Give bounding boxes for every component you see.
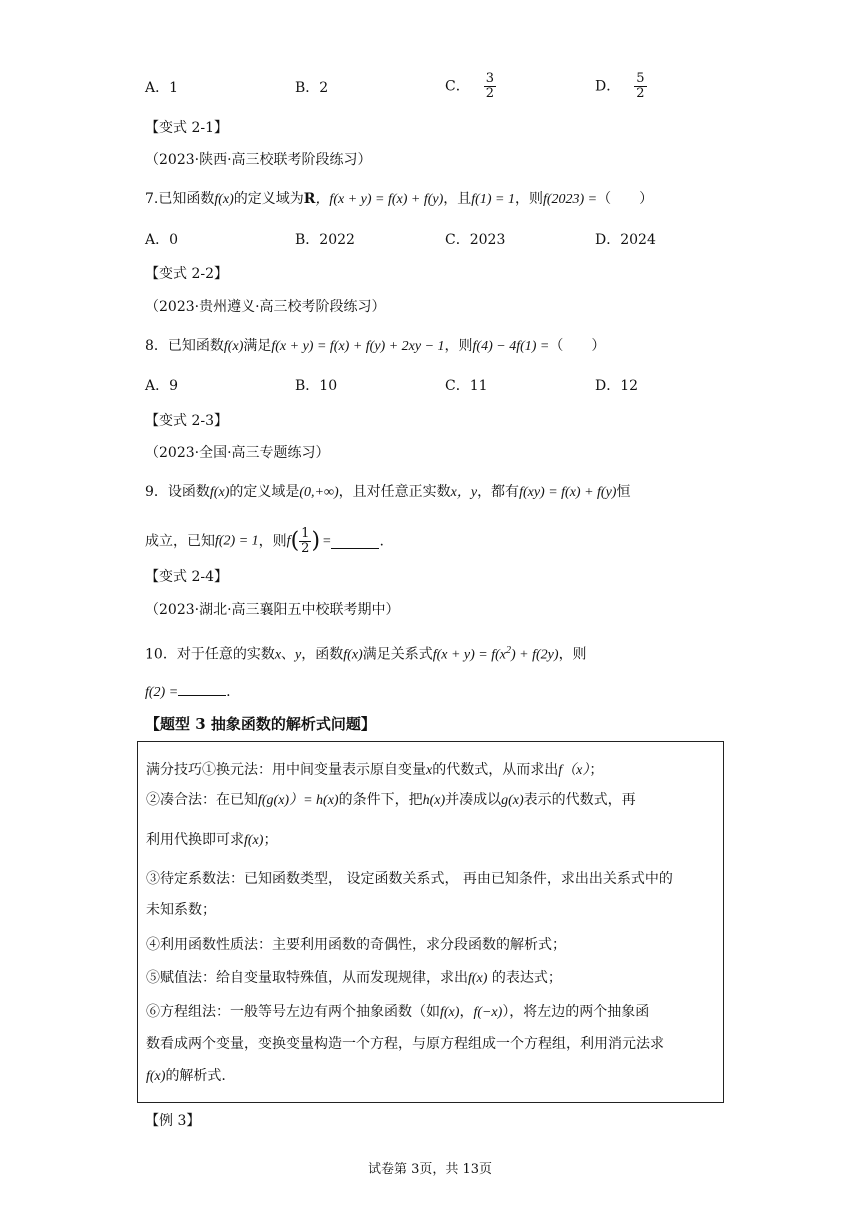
question-text: ，且 [443, 191, 472, 207]
variant-2-4-label: 【变式 2-4】 [145, 569, 228, 585]
math-expr: f(1) = 1 [471, 192, 515, 207]
question-text: . [379, 533, 384, 550]
math-expr: f(x) [209, 485, 230, 500]
math-expr: f(x) [440, 1005, 460, 1020]
question-text: 恒 [616, 484, 631, 500]
question-text: ，且对任意正实数 [338, 484, 451, 500]
q8-option-c [445, 376, 488, 396]
option-value: 2022 [319, 232, 355, 248]
option-letter: D． [595, 378, 621, 394]
option-value: 10 [319, 378, 338, 394]
tip-line-1 [146, 760, 603, 781]
option-value: 2023 [469, 232, 506, 248]
question-text: 满足关系式 [362, 646, 433, 663]
tip-text: 利用代换即可求 [146, 832, 244, 848]
math-expr: ) + f(2y) [511, 647, 559, 663]
question-text: ，则 [444, 338, 473, 354]
math-expr: f（x） [558, 763, 590, 778]
variant-2-4-source: （2023·湖北·高三襄阳五中校联考期中） [145, 602, 400, 618]
section-title: 【题型 3 抽象函数的解析式问题】 [145, 715, 376, 733]
question-text: 、 [281, 646, 296, 663]
q8-option-d [595, 376, 638, 396]
math-expr: f(2) = [145, 685, 179, 700]
math-expr: f(2) = 1 [215, 533, 259, 549]
math-expr: = [322, 533, 332, 549]
question-text: ，则 [258, 533, 287, 550]
math-expr: f(xy) = f(x) + f(y) [519, 485, 617, 500]
question-text: 对于任意的实数 [176, 646, 275, 663]
tip-text: 的条件下，把 [338, 792, 423, 808]
option-letter: A． [145, 378, 170, 394]
math-expr: f(x) [468, 971, 488, 986]
fraction-numerator: 3 [485, 71, 494, 86]
math-expr: g(x) [501, 793, 524, 808]
option-value: 12 [620, 378, 639, 394]
q7-option-d [595, 230, 656, 250]
fraction-numerator: 1 [301, 526, 310, 541]
question-text: 设函数 [167, 484, 210, 500]
math-superscript: 2 [506, 645, 512, 656]
tip-text: ； [589, 762, 604, 778]
option-letter: D． [595, 78, 621, 95]
math-expr: f(g(x)）= h(x) [258, 793, 339, 808]
fraction-denominator: 2 [301, 541, 310, 556]
tip-text: ； [263, 832, 278, 848]
question-text: 满足 [243, 338, 272, 354]
option-letter: A． [145, 80, 170, 96]
fraction-denominator: 2 [485, 86, 494, 101]
variant-2-3-source: （2023·全国·高三专题练习） [145, 445, 330, 461]
q7-option-c [445, 230, 505, 250]
math-expr: f [286, 533, 291, 549]
math-expr: f(x) [343, 647, 363, 663]
tip-line-6: ④利用函数性质法：主要利用函数的奇偶性，求分段函数的解析式； [146, 937, 566, 953]
tip-text: ， [459, 1004, 474, 1020]
math-expr: (0,+∞) [299, 485, 339, 500]
option-letter: C． [445, 78, 470, 95]
q7-option-a [145, 230, 178, 250]
variant-2-2-label: 【变式 2-2】 [145, 266, 228, 282]
math-expr: x，y [450, 485, 478, 500]
answer-paren: （ ） [549, 338, 606, 354]
question-text: 已知函数 [167, 338, 224, 354]
math-expr: ，f(x + y) = f(x) + f(y) [315, 192, 444, 207]
option-letter: C． [445, 378, 470, 394]
left-paren: ( [290, 528, 300, 554]
variant-2-1-source: （2023·陕西·高三校联考阶段练习） [145, 152, 372, 168]
option-letter: B． [295, 232, 320, 248]
tip-line-9: 数看成两个变量，变换变量构造一个方程，与原方程组成一个方程组，利用消元法求 [146, 1036, 664, 1052]
answer-blank[interactable] [331, 534, 379, 549]
question-number: 8． [145, 338, 168, 354]
tip-text: 的表达式； [487, 970, 562, 986]
option-value: 9 [169, 378, 179, 394]
question-9 [145, 482, 630, 503]
question-8 [145, 336, 605, 357]
option-value: 11 [469, 378, 488, 394]
tip-text: ），将左边的两个抽象函 [502, 1004, 650, 1020]
q7-option-b [295, 230, 355, 250]
q6-option-c [445, 72, 496, 101]
tip-text: 并凑成以 [445, 792, 502, 808]
fraction-denominator: 2 [636, 86, 645, 101]
option-value: 2 [319, 80, 329, 96]
option-value: 0 [169, 232, 179, 248]
option-letter: B． [295, 378, 320, 394]
tips-box [137, 741, 724, 1103]
page-footer: 试卷第 3页，共 13页 [367, 1162, 493, 1177]
tip-line-4: ③待定系数法：已知函数类型， 设定函数关系式， 再由已知条件，求出出关系式中的 [146, 871, 673, 887]
option-letter: C． [445, 232, 470, 248]
question-text: 成立，已知 [145, 533, 215, 550]
math-expr: f(x) [244, 833, 264, 848]
math-expr: x [426, 763, 433, 778]
fraction [299, 527, 311, 556]
tip-line-7 [146, 968, 562, 989]
tip-text: 的代数式，从而求出 [432, 762, 559, 778]
question-number: 9． [145, 484, 168, 500]
tip-line-3 [146, 830, 277, 851]
tip-line-5: 未知系数； [146, 902, 216, 918]
math-expr: f(x) [146, 1069, 166, 1084]
question-text: 的定义域为 [233, 191, 304, 207]
option-letter: D． [595, 232, 621, 248]
fraction [484, 72, 496, 101]
option-value: 1 [169, 80, 179, 96]
math-expr: f(x + y) = f(x) + f(y) + 2xy − 1 [271, 339, 445, 354]
tip-text: ⑥方程组法：一般等号左边有两个抽象函数（如 [146, 1004, 440, 1020]
math-expr: x [274, 647, 282, 663]
math-expr: f(−x) [473, 1005, 503, 1020]
question-text: 的定义域是 [229, 484, 300, 500]
math-expr: f(4) − 4f(1) = [472, 339, 550, 354]
tip-line-8 [146, 1002, 649, 1023]
fraction-numerator: 5 [636, 71, 645, 86]
fraction [634, 72, 646, 101]
variant-2-1-label: 【变式 2-1】 [145, 120, 228, 136]
tip-line-2 [146, 790, 636, 811]
tip-text: 满分技巧①换元法：用中间变量表示原自变量 [146, 762, 426, 778]
question-number: 10． [145, 646, 177, 663]
option-letter: A． [145, 232, 170, 248]
math-expr: f(x) [223, 339, 244, 354]
tip-text: 的解析式. [165, 1068, 226, 1084]
question-text: . [226, 684, 231, 700]
math-expr: y [295, 647, 302, 663]
tip-text: 表示的代数式，再 [523, 792, 636, 808]
variant-2-2-source: （2023·贵州遵义·高三校考阶段练习） [145, 299, 386, 315]
math-expr: h(x) [422, 793, 446, 808]
question-text: ，则 [514, 191, 543, 207]
question-text: ，都有 [477, 484, 520, 500]
answer-paren: （ ） [597, 191, 654, 207]
right-paren: ) [311, 528, 321, 554]
q8-option-a [145, 376, 178, 396]
tip-line-10 [146, 1066, 226, 1087]
option-value: 2024 [620, 232, 656, 248]
answer-blank[interactable] [178, 681, 226, 696]
question-9-cont [145, 527, 384, 556]
q6-option-b [295, 78, 328, 98]
tip-text: ②凑合法：在已知 [146, 792, 258, 808]
math-expr: f(x) [214, 192, 234, 207]
question-number: 7. [145, 191, 159, 207]
question-10-cont [145, 681, 231, 703]
math-set: R [303, 191, 316, 207]
q6-option-d [595, 72, 647, 101]
question-7 [145, 189, 653, 210]
math-expr: f(2023) = [542, 192, 598, 207]
math-expr: f(x + y) = f(x [432, 647, 507, 663]
q6-option-a [145, 78, 178, 98]
question-text: ，则 [558, 646, 587, 663]
question-text: ，函数 [301, 646, 344, 663]
tip-text: ⑤赋值法：给自变量取特殊值，从而发现规律，求出 [146, 970, 468, 986]
variant-2-3-label: 【变式 2-3】 [145, 413, 228, 429]
option-letter: B． [295, 80, 320, 96]
q8-option-b [295, 376, 337, 396]
question-10 [145, 641, 587, 666]
example-3-label: 【例 3】 [145, 1113, 201, 1129]
question-text: 已知函数 [158, 191, 215, 207]
